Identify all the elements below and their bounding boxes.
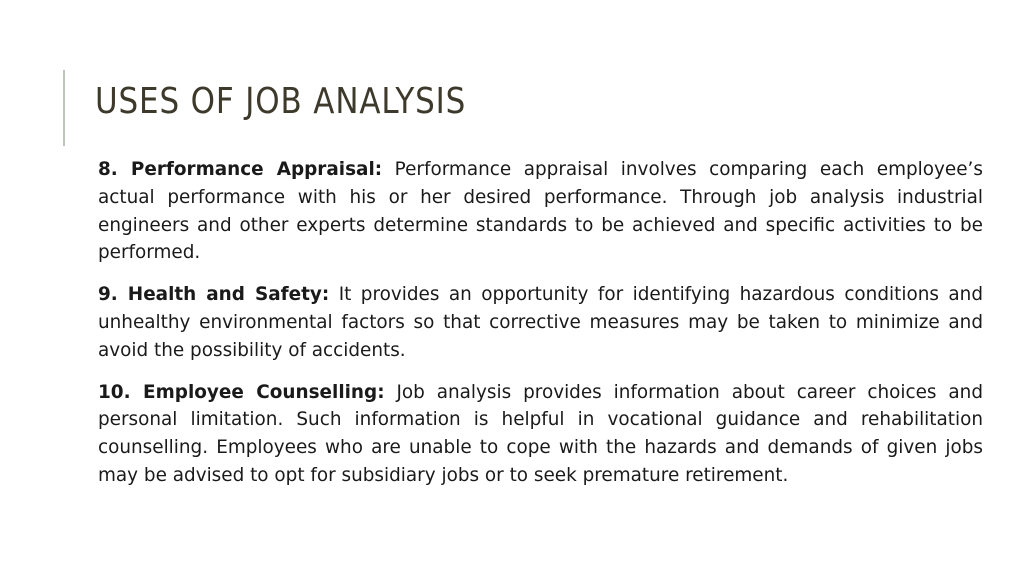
paragraph-heading: 10. Employee Counselling: bbox=[98, 381, 385, 403]
paragraph-performance-appraisal bbox=[98, 156, 983, 267]
slide-title: USES OF JOB ANALYSIS bbox=[95, 81, 467, 122]
paragraph-text: Job analysis provides information about career choices and personal limitation. Such information is helpful in vocational guidance and rehabilitation counselling. Employees who are unable to cope with the hazards and demands of given jobs may be advised to opt for subsidiary jobs or to seek premature retirement. bbox=[98, 381, 983, 486]
paragraph-heading: 9. Health and Safety: bbox=[98, 284, 330, 306]
paragraph-text: It provides an opportunity for identifying hazardous conditions and unhealthy environmental factors so that corrective measures may be taken to minimize and avoid the possibility of accidents. bbox=[98, 284, 983, 361]
paragraph-heading: 8. Performance Appraisal: bbox=[98, 159, 383, 180]
paragraph-health-and-safety bbox=[98, 281, 983, 364]
paragraph-employee-counselling bbox=[98, 379, 983, 490]
paragraph-text: Performance appraisal involves comparing each employee’s actual performance with his or her desired performance. Through job analysis industrial engineers and other experts determine standards to be achieved and specific activities to be performed. bbox=[98, 159, 983, 264]
accent-bar bbox=[63, 70, 65, 146]
slide-body bbox=[98, 156, 983, 504]
